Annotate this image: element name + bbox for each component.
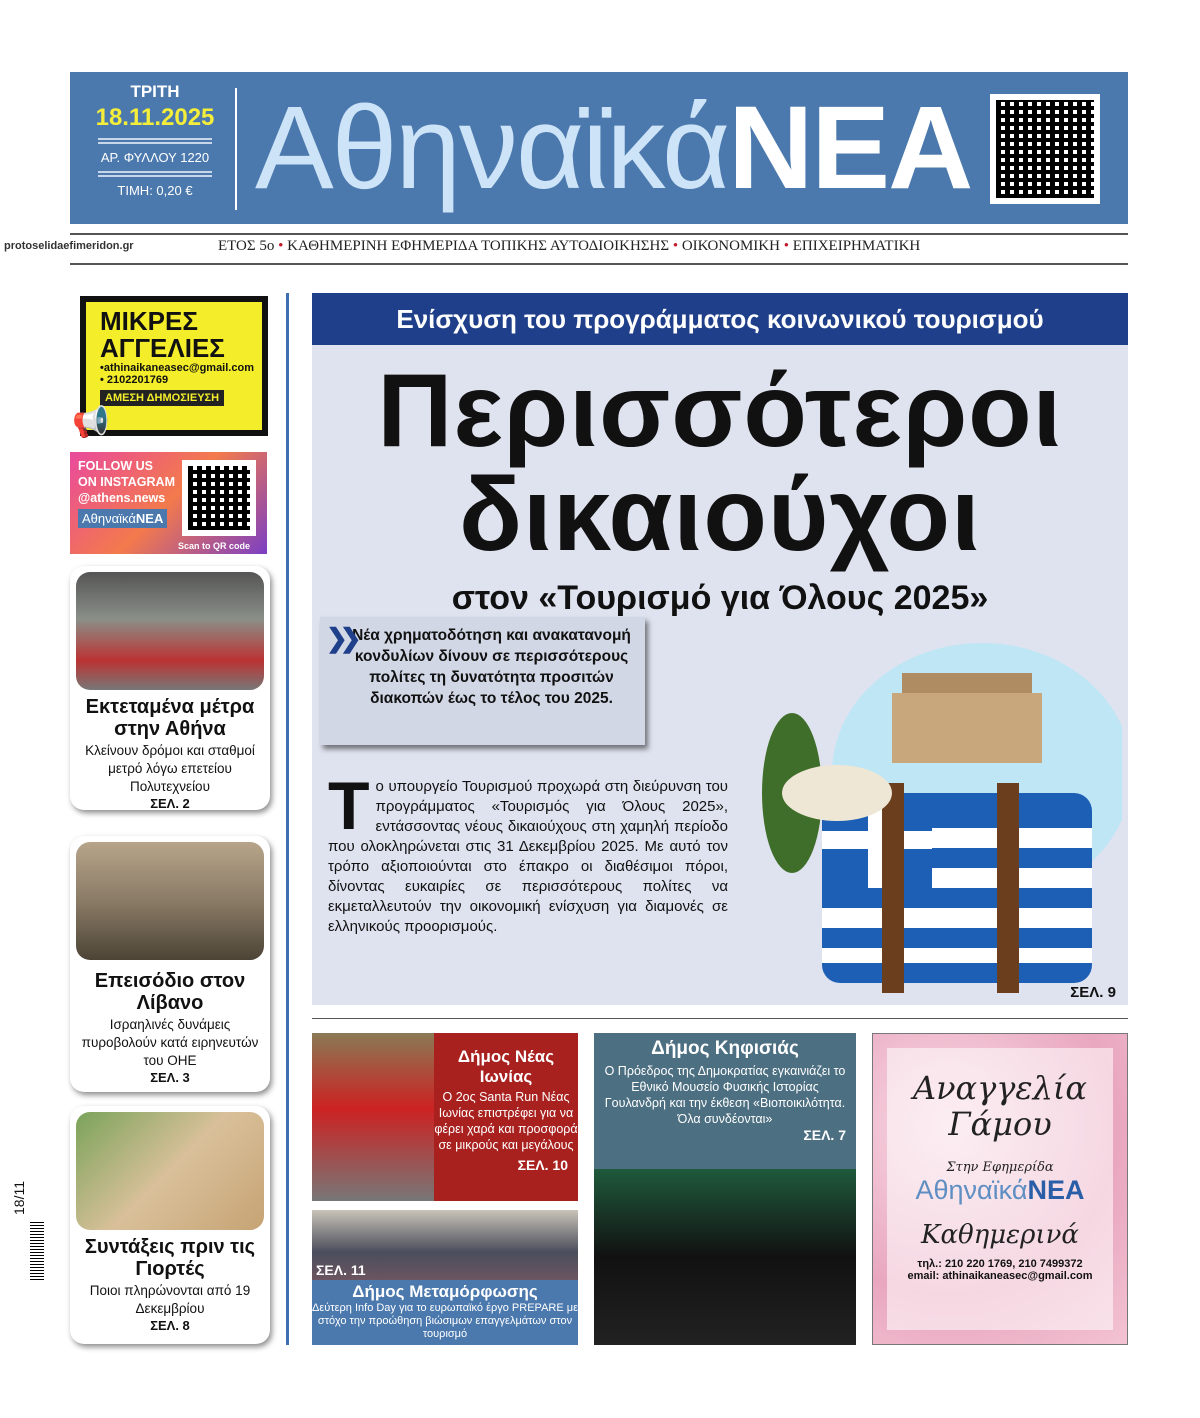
wedding-ad[interactable] <box>872 1033 1128 1345</box>
divider <box>98 138 212 144</box>
metro-photo <box>76 572 264 690</box>
scan-label: Scan to QR code <box>178 541 251 551</box>
ad-title: ΜΙΚΡΕΣ <box>100 306 198 336</box>
page-ref: ΣΕΛ. 10 <box>517 1157 568 1173</box>
rule <box>312 1018 1128 1019</box>
barcode <box>10 1150 46 1280</box>
column-divider <box>286 293 289 1345</box>
subheadline: στον «Τουρισμό για Όλους 2025» <box>451 579 989 617</box>
double-chevron-icon: ❯❯ <box>326 623 354 653</box>
ad-title: ΑΓΓΕΛΙΕΣ <box>100 333 225 363</box>
barcode-text: 18/11 <box>11 1181 27 1215</box>
ad-text: Στην Εφημερίδα <box>946 1160 1054 1175</box>
story-title: Δήμος Νέας Ιωνίας <box>457 1047 555 1086</box>
masthead <box>70 72 1128 224</box>
ad-phone: τηλ.: 210 220 1769, 210 7499372 <box>917 1258 1083 1270</box>
article-body <box>328 768 728 937</box>
barcode-lines <box>30 1220 44 1280</box>
story-kifisia[interactable] <box>594 1033 856 1345</box>
story-nea-ionia[interactable] <box>312 1033 578 1201</box>
headline-line: Περισσότεροι <box>377 353 1063 469</box>
headline-line: δικαιούχοι <box>459 457 981 573</box>
soldiers-photo <box>76 842 264 960</box>
story-text: Δεύτερη Info Day για το ευρωπαϊκό έργο PREPARE με στόχο την προώθηση βιώσιμων επαγγελμάτων στον τουρισμό <box>312 1302 578 1340</box>
pull-quote: Νέα χρηματοδότηση και ανακατανομή κονδυλίων δίνουν σε περισσότερους πολίτες τη δυνατότητα προσιτών διακοπών έως το τέλος του 2025. <box>320 617 645 745</box>
qr-code-icon[interactable] <box>182 460 256 536</box>
megaphone-icon: 📢 <box>72 406 110 439</box>
ad-badge: ΑΜΕΣΗ ΔΗΜΟΣΙΕΥΣΗ <box>100 390 224 406</box>
side-story[interactable] <box>70 836 270 1092</box>
page-ref: ΣΕΛ. 2 <box>150 796 190 811</box>
money-photo <box>76 1112 264 1230</box>
story-title: Συντάξεις πριν τις Γιορτές <box>84 1236 256 1280</box>
ad-email: email: athinaikaneasec@gmail.com <box>907 1270 1093 1282</box>
logo-bold: ΝΕΑ <box>728 82 972 214</box>
ad-title: Γάμου <box>948 1105 1052 1143</box>
issue-number: ΑΡ. ΦΥΛΛΟΥ 1220 <box>100 150 210 165</box>
logo-bold: ΝΕΑ <box>135 511 164 526</box>
story-text: Ο Πρόεδρος της Δημοκρατίας εγκαινιάζει το Εθνικό Μουσείο Φυσικής Ιστορίας Γουλανδρή και την έκθεση «Βιοποικιλότητα. Όλα συνδέονται» <box>604 1064 846 1126</box>
story-text: Ο 2ος Santa Run Νέας Ιωνίας επιστρέφει για να φέρει χαρά και προσφορά σε μικρούς και μεγάλους <box>434 1090 578 1152</box>
story-title: Εκτεταμένα μέτρα στην Αθήνα <box>85 696 255 740</box>
page-ref: ΣΕΛ. 3 <box>150 1070 190 1085</box>
suitcase-illustration <box>752 623 1122 1003</box>
story-title: Επεισόδιο στον Λίβανο <box>94 970 246 1014</box>
day: ΤΡΙΤΗ <box>130 82 180 101</box>
story-metamorfosi[interactable] <box>312 1210 578 1345</box>
page-ref: ΣΕΛ. 7 <box>803 1127 846 1143</box>
page-ref: ΣΕΛ. 8 <box>150 1318 190 1333</box>
logo-light: Αθηναϊκά <box>915 1175 1028 1205</box>
rule <box>70 233 1128 235</box>
insta-text: FOLLOW US <box>78 459 153 473</box>
logo-bold: ΝΕΑ <box>1027 1175 1085 1205</box>
story-text: Ποιοι πληρώνονται από 19 Δεκεμβρίου <box>89 1283 251 1316</box>
insta-text: ON INSTAGRAM <box>78 475 175 489</box>
side-story[interactable] <box>70 1106 270 1344</box>
site-watermark: protoselidaefimeridon.gr <box>4 240 134 252</box>
tagline-item: ΚΑΘΗΜΕΡΙΝΗ ΕΦΗΜΕΡΙΔΑ ΤΟΠΙΚΗΣ ΑΥΤΟΔΙΟΙΚΗΣΗΣ <box>287 238 670 254</box>
ad-logo <box>887 1175 1113 1206</box>
page-ref: ΣΕΛ. 9 <box>1070 984 1116 1001</box>
event-photo <box>594 1169 856 1345</box>
ad-phone: • 2102201769 <box>100 374 169 386</box>
page-ref: ΣΕΛ. 11 <box>316 1262 366 1278</box>
tagline-item: ΕΤΟΣ 5ο <box>218 238 275 254</box>
rule <box>70 263 1128 265</box>
qr-code-icon[interactable] <box>990 94 1100 204</box>
tagline: ΕΤΟΣ 5ο • ΚΑΘΗΜΕΡΙΝΗ ΕΦΗΜΕΡΙΔΑ ΤΟΠΙΚΗΣ ΑΥΤΟΔΙΟΙΚΗΣΗΣ • ΟΙΚΟΝΟΜΙΚΗ • ΕΠΙΧΕΙΡΗΜΑΤΙΚΗ <box>218 238 921 254</box>
ad-email: •athinaikaneasec@gmail.com <box>100 362 254 374</box>
price: ΤΙΜΗ: 0,20 € <box>117 183 193 198</box>
logo-light: Αθηναϊκά <box>82 511 136 526</box>
kicker-banner: Ενίσχυση του προγράμματος κοινωνικού τουρισμού <box>312 293 1128 345</box>
tagline-item: ΕΠΙΧΕΙΡΗΜΑΤΙΚΗ <box>792 238 921 254</box>
side-story[interactable] <box>70 566 270 810</box>
story-title: Δήμος Μεταμόρφωσης <box>352 1282 538 1301</box>
date: 18.11.2025 <box>95 104 215 131</box>
ad-text: Καθημερινά <box>921 1220 1079 1250</box>
insta-logo <box>78 509 167 528</box>
ad-title: Αναγγελία <box>912 1069 1088 1107</box>
story-text: Κλείνουν δρόμοι και σταθμοί μετρό λόγω επετείου Πολυτεχνείου <box>85 743 255 794</box>
issue-info <box>80 82 230 198</box>
story-text: Ισραηλινές δυνάμεις πυροβολούν κατά ειρηνευτών του ΟΗΕ <box>81 1017 259 1068</box>
article-text: ο υπουργείο Τουρισμού προχωρά στη διεύρυνση του προγράμματος «Τουρισμός για Όλους 2025», εντάσσοντας νέους δικαιούχους στη χαμηλή περίοδο που ολοκληρώνεται στις 31 Δεκεμβρίου 2025. Με αυτό τον τρόπο αξιοποιούνται στο έπακρο οι διαθέσιμοι πόροι, δίνοντας ευκαιρίες σε περισσότερους πολίτες να εκμεταλλευτούν την οικονομική ενίσχυση για διαμονές σε ελληνικούς προορισμούς. <box>328 778 728 935</box>
drop-cap: Τ <box>328 768 370 844</box>
insta-handle: @athens.news <box>78 491 166 505</box>
instagram-ad[interactable] <box>70 452 267 554</box>
story-title: Δήμος Κηφισιάς <box>651 1038 799 1059</box>
lead-story[interactable] <box>312 293 1128 1005</box>
divider <box>98 171 212 177</box>
logo <box>255 78 971 218</box>
divider <box>235 88 237 210</box>
logo-light: Αθηναϊκά <box>255 82 729 214</box>
tagline-item: ΟΙΚΟΝΟΜΙΚΗ <box>681 238 780 254</box>
santa-run-photo <box>312 1033 434 1201</box>
headline <box>312 353 1128 573</box>
